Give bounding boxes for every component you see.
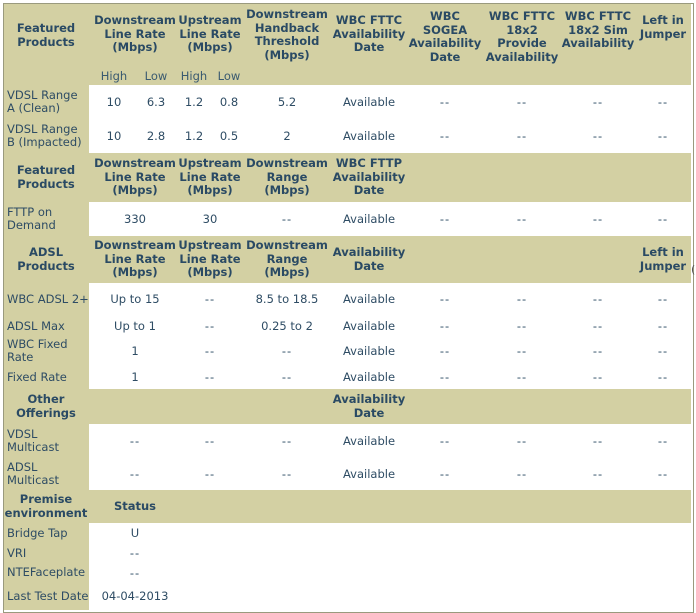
cell-empty: -- — [129, 466, 141, 481]
table-row — [4, 563, 691, 582]
cell-empty: -- — [657, 292, 669, 306]
cell-downstream-high: 10 — [106, 129, 122, 143]
table-row — [4, 202, 691, 236]
subheader-high: High — [100, 69, 128, 83]
table-row — [4, 523, 691, 543]
cell-status: -- — [129, 565, 141, 580]
cell-availability: Available — [342, 319, 396, 333]
cell-empty: -- — [516, 319, 528, 333]
cell-empty: -- — [657, 466, 669, 481]
cell-upstream: -- — [204, 319, 216, 333]
column-header: Other Offerings — [16, 392, 76, 420]
column-header: Upstream Line Rate (Mbps) — [178, 238, 242, 280]
column-header: Featured Products — [16, 163, 76, 191]
product-name: Fixed Rate — [4, 365, 89, 389]
cell-empty: -- — [657, 212, 669, 226]
cell-range: 0.25 to 2 — [261, 319, 313, 333]
cell-empty: -- — [439, 370, 451, 384]
cell-availability: Available — [342, 370, 396, 384]
cell-empty: -- — [592, 319, 604, 333]
column-header: Availability Date — [332, 245, 406, 273]
cell-empty: -- — [592, 370, 604, 384]
other-header-row — [4, 389, 691, 424]
subheader-low: Low — [144, 69, 168, 83]
column-header: Downstream Line Rate (Mbps) — [94, 238, 176, 280]
cell-status: U — [130, 526, 140, 540]
column-header: WBC FTTC 18x2 Provide Availability — [485, 9, 559, 64]
cell-upstream: -- — [204, 344, 216, 358]
table-row — [4, 85, 691, 119]
cell-empty: -- — [439, 212, 451, 226]
cell-empty: -- — [592, 344, 604, 358]
cell-downstream-low: 6.3 — [146, 95, 166, 109]
cell-empty: -- — [439, 466, 451, 481]
table-row — [4, 283, 691, 315]
product-name: ADSL Max — [4, 315, 89, 337]
cell-status: -- — [129, 546, 141, 560]
table-row — [4, 424, 691, 457]
cell-availability: Available — [342, 292, 396, 306]
column-header: Featured Products — [16, 21, 76, 49]
cell-empty: -- — [439, 433, 451, 448]
cell-upstream-low: 0.5 — [219, 129, 239, 143]
cell-empty: -- — [204, 433, 216, 448]
premise-item-name: Last Test Date — [4, 582, 89, 610]
cell-empty: -- — [516, 344, 528, 358]
cell-threshold: 2 — [283, 129, 291, 143]
product-name: WBC Fixed Rate — [4, 337, 89, 365]
column-header: Left in Jumper — [639, 245, 687, 273]
product-name: FTTP on Demand — [4, 202, 89, 236]
cell-sogea-availability: -- — [439, 129, 451, 143]
cell-availability: Available — [342, 433, 396, 448]
column-header: Left in Jumper — [639, 13, 687, 41]
stray-text: ( — [691, 263, 696, 276]
cell-empty: -- — [439, 319, 451, 333]
cell-downstream: Up to 1 — [114, 319, 156, 333]
cell-availability: Available — [342, 466, 396, 481]
subheader-low: Low — [217, 69, 241, 83]
product-name: ADSL Multicast — [4, 457, 89, 490]
line-checker-results-panel — [3, 3, 694, 613]
column-header: Downstream Range (Mbps) — [246, 238, 328, 280]
cell-empty: -- — [657, 344, 669, 358]
column-header: Availability Date — [332, 392, 406, 420]
table-row — [4, 543, 691, 563]
cell-empty: -- — [129, 433, 141, 448]
cell-upstream-high: 1.2 — [184, 95, 204, 109]
cell-empty: -- — [657, 319, 669, 333]
subheader-high: High — [180, 69, 208, 83]
product-name: VDSL Range B (Impacted) — [4, 119, 89, 153]
cell-downstream: 1 — [131, 344, 139, 358]
cell-empty: -- — [592, 292, 604, 306]
vdsl-header-row — [4, 4, 691, 67]
column-header: Downstream Line Rate (Mbps) — [94, 156, 176, 198]
cell-empty: -- — [281, 466, 293, 481]
fttp-header-row — [4, 153, 691, 202]
column-header: ADSL Products — [17, 245, 75, 273]
cell-empty: -- — [204, 466, 216, 481]
adsl-header-row — [4, 236, 691, 283]
cell-sogea-availability: -- — [439, 95, 451, 109]
column-header: Downstream Range (Mbps) — [246, 156, 328, 198]
cell-range: -- — [281, 344, 293, 358]
cell-range: 8.5 to 18.5 — [255, 292, 319, 306]
cell-empty: -- — [516, 433, 528, 448]
cell-availability: Available — [342, 344, 396, 358]
cell-fttc-availability: Available — [342, 95, 396, 109]
table-row — [4, 457, 691, 490]
cell-empty: -- — [657, 370, 669, 384]
cell-left-in-jumper: -- — [657, 95, 669, 109]
premise-header-row — [4, 490, 691, 523]
cell-downstream-high: 10 — [106, 95, 122, 109]
cell-empty: -- — [592, 212, 604, 226]
cell-downstream: Up to 15 — [110, 292, 160, 306]
premise-item-name: NTEFaceplate — [4, 563, 89, 582]
cell-upstream: -- — [204, 292, 216, 306]
availability-table — [4, 4, 691, 610]
cell-empty: -- — [439, 344, 451, 358]
product-name: VDSL Range A (Clean) — [4, 85, 89, 119]
cell-upstream-high: 1.2 — [184, 129, 204, 143]
cell-empty: -- — [281, 433, 293, 448]
cell-empty: -- — [516, 370, 528, 384]
cell-provide-availability: -- — [516, 95, 528, 109]
cell-left-in-jumper: -- — [657, 129, 669, 143]
cell-upstream: -- — [204, 370, 216, 384]
cell-fttc-availability: Available — [342, 129, 396, 143]
table-row — [4, 337, 691, 365]
table-row — [4, 315, 691, 337]
cell-empty: -- — [516, 212, 528, 226]
column-header: Upstream Line Rate (Mbps) — [178, 13, 242, 54]
premise-item-name: VRI — [4, 543, 89, 563]
column-header: WBC FTTC Availability Date — [332, 13, 406, 54]
cell-fttp-availability: Available — [342, 212, 396, 226]
product-name: VDSL Multicast — [4, 424, 89, 457]
product-name: WBC ADSL 2+ — [4, 283, 89, 315]
cell-threshold: 5.2 — [277, 95, 297, 109]
cell-upstream: 30 — [202, 212, 218, 226]
column-header: Upstream Line Rate (Mbps) — [178, 156, 242, 198]
cell-downstream: 1 — [131, 370, 139, 384]
cell-empty: -- — [516, 292, 528, 306]
cell-range: -- — [281, 370, 293, 384]
column-header: WBC SOGEA Availability Date — [408, 9, 482, 64]
cell-downstream-low: 2.8 — [146, 129, 166, 143]
cell-upstream-low: 0.8 — [219, 95, 239, 109]
column-header: Status — [113, 498, 157, 513]
cell-provide-availability: -- — [516, 129, 528, 143]
cell-sim-availability: -- — [592, 129, 604, 143]
cell-downstream: 330 — [124, 212, 146, 226]
cell-range: -- — [281, 212, 293, 226]
table-row — [4, 119, 691, 153]
cell-status: 04-04-2013 — [101, 589, 169, 603]
cell-empty: -- — [439, 292, 451, 306]
column-header: WBC FTTP Availability Date — [332, 156, 406, 198]
column-header: Downstream Line Rate (Mbps) — [94, 13, 176, 54]
cell-empty: -- — [592, 433, 604, 448]
cell-sim-availability: -- — [592, 95, 604, 109]
column-header: WBC FTTC 18x2 Sim Availability — [561, 9, 635, 50]
vdsl-subheader-row — [4, 67, 691, 85]
table-row — [4, 365, 691, 389]
cell-empty: -- — [657, 433, 669, 448]
cell-empty: -- — [592, 466, 604, 481]
premise-item-name: Bridge Tap — [4, 523, 89, 543]
column-header: Premise environment — [4, 492, 88, 520]
cell-empty: -- — [516, 466, 528, 481]
column-header: Downstream Handback Threshold (Mbps) — [246, 7, 328, 62]
table-row — [4, 582, 691, 610]
